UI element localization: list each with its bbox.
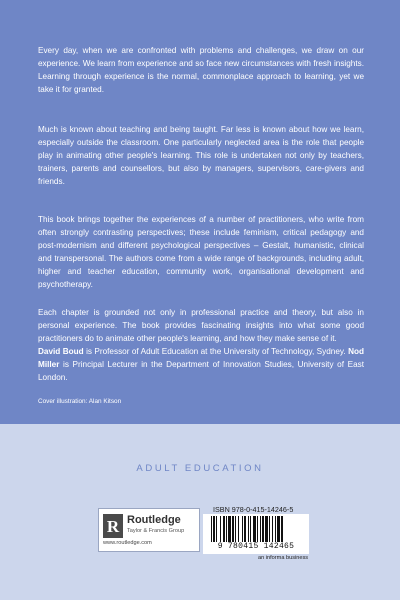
barcode-box	[203, 514, 309, 554]
publisher-url: www.routledge.com	[103, 540, 152, 546]
author-name-2: Nod Miller	[38, 347, 364, 369]
informa-tagline: an informa business	[258, 555, 309, 561]
cover-credit: Cover illustration: Alan Kitson	[38, 398, 122, 405]
barcode-icon	[211, 516, 301, 542]
isbn-label: ISBN 978-0-415-14246-5	[213, 505, 294, 514]
barcode-digits: 9 780415 142465	[217, 542, 295, 551]
logo-letter: R	[106, 517, 120, 536]
series-label: ADULT EDUCATION	[136, 463, 264, 474]
blurb-paragraph-4	[38, 306, 364, 345]
paragraph-text: Each chapter is grounded not only in professional practice and theory, but also in personal experience. The book provides fascinating insights into what some good practitioners do to animate other people's learning, and how they make sense of it.	[38, 308, 364, 343]
author-bio	[38, 345, 364, 384]
author-bio-text	[38, 345, 364, 384]
publisher-logo-box	[98, 508, 200, 552]
publisher-name: Routledge	[127, 514, 181, 526]
author-desc-2: is Principal Lecturer in the Department of Innovation Studies, University of East London.	[38, 360, 364, 382]
routledge-logo-icon	[103, 514, 123, 538]
author-desc-1: is Professor of Adult Education at the University of Technology, Sydney.	[83, 347, 349, 356]
blurb-paragraph-1	[38, 44, 364, 96]
blurb-paragraph-3	[38, 213, 364, 291]
publisher-subtitle: Taylor & Francis Group	[127, 528, 185, 534]
paragraph-text: Every day, when we are confronted with problems and challenges, we draw on our experience. We learn from experience and so face new circumstances with fresh insights. Learning through experience is the normal, commonplace approach to learning, yet we take it for granted.	[38, 46, 364, 94]
author-name-1: David Boud	[38, 347, 84, 356]
footer-band	[0, 424, 400, 600]
paragraph-text: Much is known about teaching and being taught. Far less is known about how we learn, especially outside the classroom. One particularly neglected area is the role that people play in animating other people's learning. This role is undertaken not only by teachers, trainers, parents and counsellors, but also by managers, supervisors, care-givers and friends.	[38, 125, 364, 186]
blurb-paragraph-2	[38, 123, 364, 188]
paragraph-text: This book brings together the experiences of a number of practitioners, who write from often strongly contrasting perspectives; these include feminism, critical pedagogy and post-modernism and different psychological perspectives – Gestalt, humanistic, clinical and transpersonal. The authors come from a wide range of backgrounds, including adult, higher and teacher education, community work, organisational development and psychotherapy.	[38, 215, 364, 289]
